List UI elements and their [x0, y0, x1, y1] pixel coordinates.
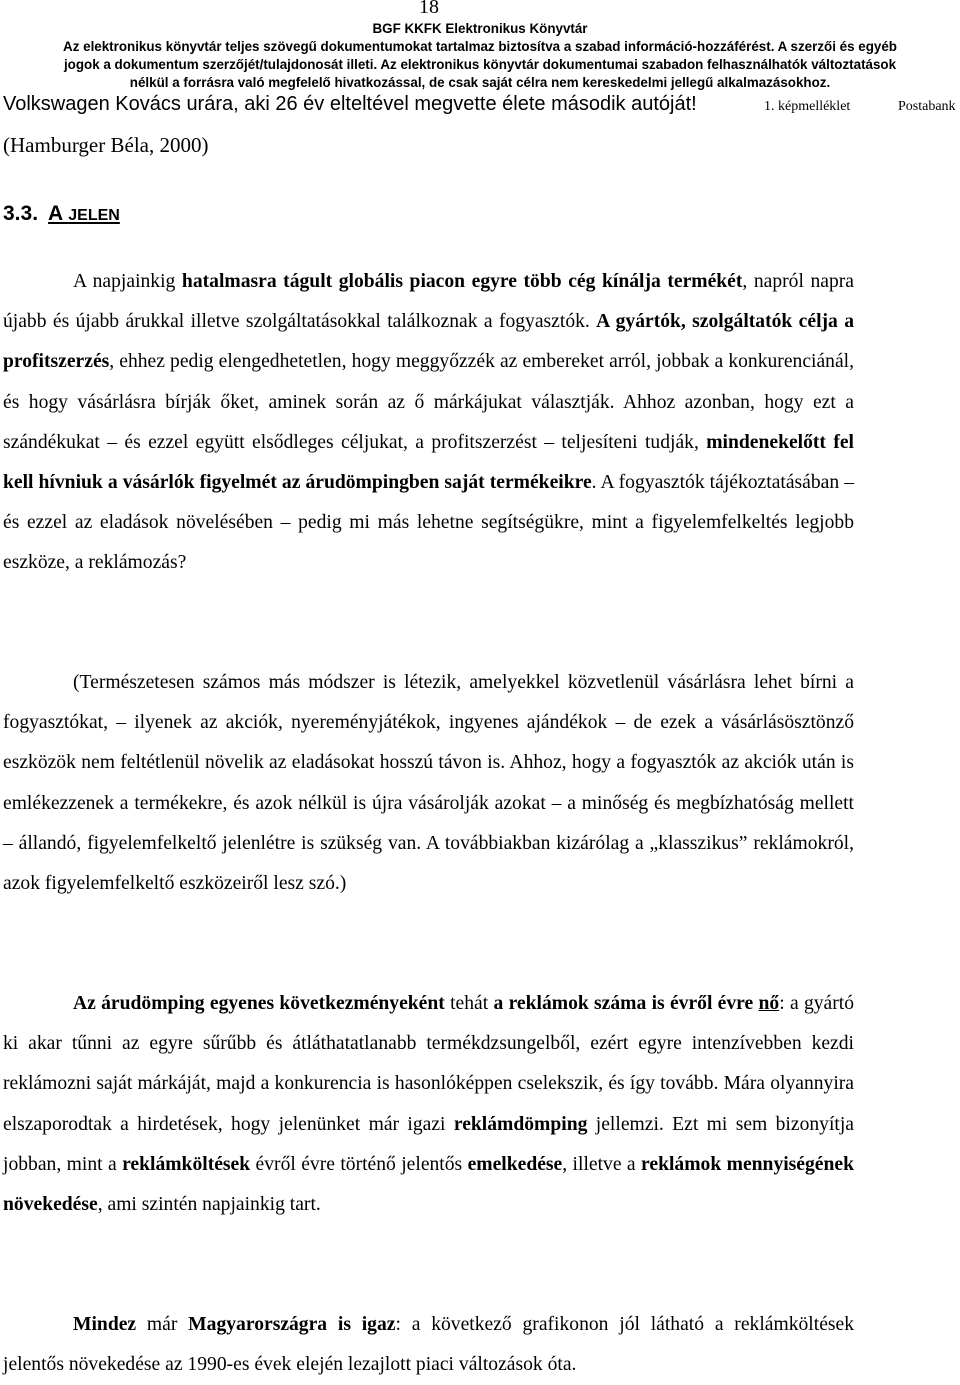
text-run: , illetve a [562, 1153, 642, 1175]
bold-run: Az árudömping egyenes következményeként [73, 993, 445, 1014]
page-number: 18 [419, 0, 439, 18]
bold-run: reklámdömping [453, 1113, 588, 1135]
notice-line: BGF KKFK Elektronikus Könyvtár [372, 21, 588, 36]
caption-author: (Hamburger Béla, 2000) [3, 133, 209, 157]
text-run: , ehhez pedig elengedhetetlen, hogy meggyőzzék az embereket arról, jobbak a konkurenciánál, és hogy vásárlásra bírják őket, aminek során az ő márkájukat választják. Ahhoz azonban, hogy ezt a szándékukat – és ezzel együtt elsődleges céljukat, a profitszerzést – teljesíteni tudják, [3, 351, 854, 453]
paragraph-2 [3, 663, 854, 904]
bold-run: a reklámok száma is évről évre [493, 993, 759, 1014]
text-run: : a gyártó ki akar tűnni az egyre sűrűbb és átláthatatlanabb termékdzsungelből, ezért egyre intenzívebben kezdi reklámozni saját márkáját, majd a konkurencia is hasonlóképpen cselekszik, és így tovább. Mára olyannyira elszaporodtak a hirdetések, hogy jelenünket már igazi [3, 993, 855, 1135]
bold-run: Magyarországra is igaz [188, 1314, 396, 1335]
text-run: jellemzi. Ezt mi sem bizonyítja jobban, mint a [3, 1113, 854, 1175]
section-title-initial: A [48, 202, 69, 225]
paragraph-1 [3, 262, 854, 584]
text-run: , napról napra újabb és újabb árukkal illetve szolgáltatásokkal találkoznak a fogyasztók. [3, 271, 855, 333]
text-run: tehát [444, 993, 494, 1014]
bold-run: hatalmasra tágult globális piacon egyre több cég kínálja termékét [181, 271, 743, 292]
bold-run: mindenekelőtt fel kell hívniuk a vásárlók figyelmét az árudömpingben saját termékeikre [3, 431, 854, 494]
text-run: . A fogyasztók tájékoztatásában – és ezzel az eladások növelésében – pedig mi más lehetne segítségükre, mint a figyelemfelkeltés legjobb eszköze, a reklámozás? [3, 472, 854, 574]
bold-run: Mindez [73, 1314, 137, 1335]
bold-run: reklámok mennyiségének növekedése [3, 1153, 854, 1216]
bold-run: reklámköltések [122, 1153, 251, 1175]
notice-line: nélkül a forrásra való megfelelő hivatkozással, de csak saját célra nem kereskedelmi jellegű alkalmazásokhoz. [129, 75, 831, 90]
text-run: : a következő grafikonon jól látható a reklámköltések jelentős növekedése az 1990-es évek elején lezajlott piaci változások óta. [3, 1314, 855, 1376]
notice-line: Az elektronikus könyvtár teljes szövegű dokumentumokat tartalmaz biztosítva a szabad információ-hozzáférést. A szerzői és egyéb [63, 39, 897, 54]
text-run: évről évre történő jelentős [250, 1153, 468, 1175]
paragraph-4 [3, 1305, 854, 1385]
section-number: 3.3. [3, 202, 39, 225]
caption-text: Volkswagen Kovács urára, aki 26 év elteltével megvette élete második autóját! [3, 93, 697, 115]
section-title-rest: JELEN [68, 207, 120, 224]
text-run: már [136, 1314, 189, 1335]
text-run: , ami szintén napjainkig tart. [97, 1194, 321, 1216]
bold-run: emelkedése [467, 1153, 563, 1175]
text-run: A napjainkig [73, 271, 182, 292]
image-caption [3, 93, 958, 119]
caption-source: Postabank [898, 99, 956, 114]
text-run: (Természetesen számos más módszer is létezik, amelyekkel közvetlenül vásárlásra lehet bírni a fogyasztókat, – ilyenek az akciók, nyereményjátékok, ingyenes ajándékok – de ezek a vásárlásösztönző eszközök nem feltétlenül növelik az eladásokat hosszú távon is. Ahhoz, hogy a fogyasztók az akciók után is emlékezzenek a termékekre, és azok nélkül is újra vásárolják azokat – a minőség és megbízhatóság mellett – állandó, figyelemfelkeltő jelenlétre is szükség van. A továbbiakban kizárólag a „klasszikus” reklámokról, azok figyelemfelkeltő eszközeiről lesz szó.) [3, 672, 854, 895]
bold-underlined-run [759, 993, 780, 1014]
library-notice [0, 20, 960, 92]
paragraph-3 [3, 984, 854, 1225]
section-heading [3, 202, 120, 226]
section-title [48, 202, 120, 225]
bold-run: A gyártók, szolgáltatók célja a profitszerzés [3, 311, 854, 373]
caption-reference: 1. képmelléklet [764, 99, 851, 114]
notice-line: jogok a dokumentum szerzőjét/tulajdonosát illeti. Az elektronikus könyvtár dokumentumai szabadon felhasználhatók változtatások [63, 57, 897, 72]
underlined-run: nő [758, 993, 780, 1014]
